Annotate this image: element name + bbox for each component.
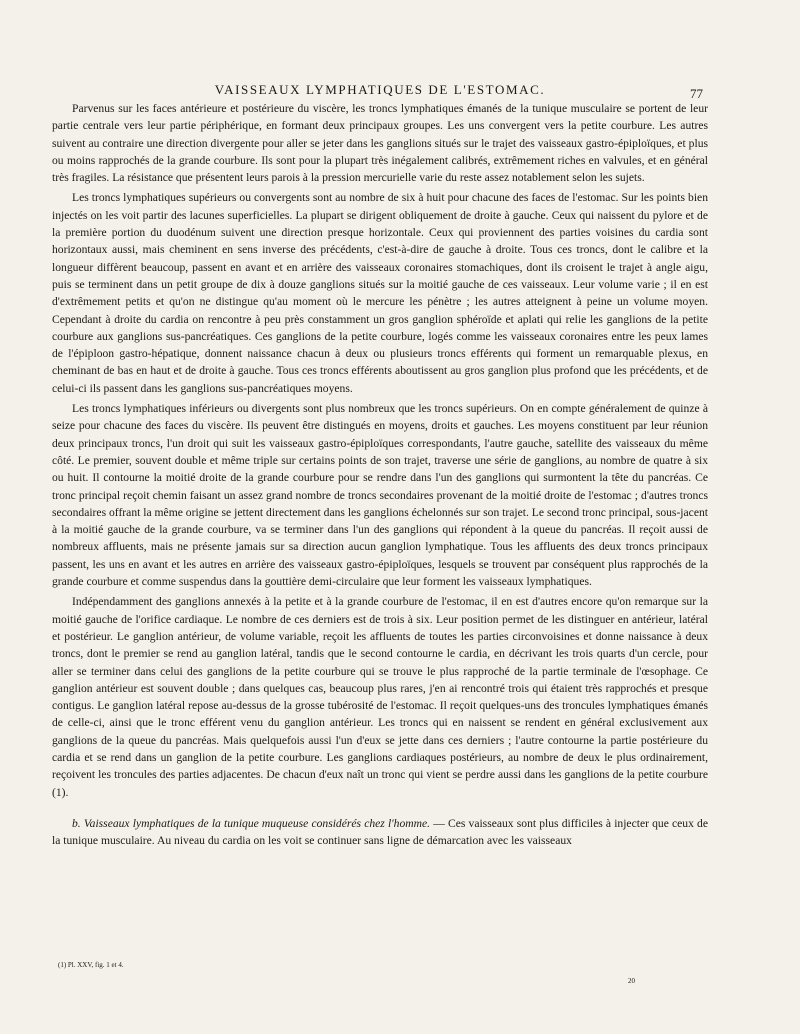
footnote: (1) Pl. XXV, fig. 1 et 4. [58, 961, 124, 969]
paragraph: Les troncs lymphatiques inférieurs ou divergents sont plus nombreux que les troncs supérieurs. On en compte généralement de quinze à seize pour chacune des faces du viscère. Ils peuvent être distingués en moyens, droits et gauches. Les moyens constituent par leur réunion deux principaux troncs, l'un droit qui suit les vaisseaux gastro-épiploïques correspondants, l'autre gauche, satellite des vaisseaux du même côté. Le premier, souvent double et même triple sur certains points de son trajet, traverse une série de ganglions, au nombre de quatre à six ou huit. Il contourne la moitié droite de la grande courbure pour se rendre dans l'un des ganglions qui surmontent la tête du pancréas. Ce tronc principal reçoit chemin faisant un assez grand nombre de troncs secondaires provenant de la moitié droite de l'estomac ; d'autres troncs secondaires offrant la même origine se jettent directement dans les ganglions échelonnés sur son trajet. Le second tronc principal, sous-jacent à la moitié gauche de la grande courbure, va se terminer dans l'un des ganglions qui répondent à la queue du pancréas. Il reçoit aussi de nombreux affluents, mais ne présente jamais sur sa direction aucun ganglion lymphatique. Tous les affluents des deux troncs principaux passent, les uns en avant et les autres en arrière des vaisseaux gastro-épiploïques, lesquels se trouvent par conséquent plus rapprochés de la grande courbure et comme suspendus dans la gouttière demi-circulaire que leur forment les vaisseaux lymphatiques. [52, 402, 708, 589]
body-text [52, 100, 708, 852]
running-head: VAISSEAUX LYMPHATIQUES DE L'ESTOMAC. [214, 82, 546, 97]
subsection-paragraph [52, 815, 708, 850]
paragraph: Indépendamment des ganglions annexés à la petite et à la grande courbure de l'estomac, il en est d'autres encore qu'on remarque sur la moitié gauche de l'orifice cardiaque. Le nombre de ces derniers est de trois à six. Leur position permet de les distinguer en antérieur, latéral et postérieur. Le ganglion antérieur, de volume variable, reçoit les affluents de toutes les parties circonvoisines et donne naissance à deux troncs, dont le premier se rend au ganglion latéral, tandis que le second contourne le cardia, en décrivant les trois quarts d'un cercle, pour aller se terminer dans celui des ganglions de la petite courbure qui se trouve le plus rapproché de la partie terminale de l'œsophage. Ce ganglion antérieur est souvent double ; dans quelques cas, beaucoup plus rares, j'en ai rencontré trois qui étaient très rapprochés et presque contigus. Le ganglion latéral repose au-dessus de la grosse tubérosité de l'estomac. Il reçoit quelques-uns des troncules lymphatiques émanés de celle-ci, ainsi que le tronc efférent venu du ganglion antérieur. Les troncs qui en naissent se rendent en général exclusivement aux ganglions de la queue du pancréas. Mais quelquefois aussi l'un d'eux se jette dans ces derniers ; l'autre contourne la partie postérieure du cardia et se rend dans un ganglion de la petite courbure. Les ganglions cardiaques postérieurs, au nombre de deux le plus ordinairement, reçoivent les troncules des parties adjacentes. De chacun d'eux naît un tronc qui vient se perdre aussi dans les ganglions de la petite courbure (1). [52, 595, 708, 799]
signature-mark: 20 [628, 977, 635, 985]
subsection-text: — Ces vaisseaux sont plus difficiles à injecter que ceux de la tunique musculaire. Au niveau du cardia on les voit se continuer sans ligne de démarcation avec les vaisseaux [52, 816, 708, 848]
paragraph: Parvenus sur les faces antérieure et postérieure du viscère, les troncs lymphatiques émanés de la tunique musculaire se portent de leur partie centrale vers leur partie périphérique, en formant deux principaux groupes. Les uns convergent vers la petite courbure. Les autres suivent au contraire une direction divergente pour aller se jeter dans les ganglions situés sur le trajet des vaisseaux gastro-épiploïques, et plus ou moins rapprochés de la grande courbure. Ils sont pour la plupart très inégalement calibrés, extrêmement riches en valvules, et en général très fragiles. La résistance que présentent leurs parois à la pression mercurielle varie du reste assez notablement selon les sujets. [52, 102, 708, 185]
subsection-heading: b. Vaisseaux lymphatiques de la tunique muqueuse considérés chez l'homme. [72, 816, 431, 830]
page-number: 77 [690, 86, 703, 101]
paragraph: Les troncs lymphatiques supérieurs ou convergents sont au nombre de six à huit pour chacune des faces de l'estomac. Sur les points bien injectés on les voit partir des lacunes superficielles. La plupart se dirigent obliquement de droite à gauche. Ceux qui naissent du pylore et de la première portion du duodénum suivent une direction presque horizontale. Ceux qui proviennent des parties voisines du cardia sont horizontaux aussi, mais cheminent en sens inverse des précédents, c'est-à-dire de gauche à droite. Tous ces troncs, dont le calibre et la longueur diffèrent beaucoup, passent en avant et en arrière des vaisseaux coronaires stomachiques, dont ils croisent le trajet à angle aigu, puis se terminent dans un petit groupe de dix à douze ganglions situés sur la moitié gauche de ces vaisseaux. Leur volume varie ; il en est d'extrêmement petits et qu'on ne distingue qu'au moment où le mercure les pénètre ; les autres atteignent à peine un volume moyen. Cependant à droite du cardia on rencontre à peu près constamment un gros ganglion sphéroïde et aplati qui relie les ganglions de la petite courbure aux ganglions sus-pancréatiques. Ces ganglions de la petite courbure, logés comme les vaisseaux coronaires entre les peux lames de l'épiploon gastro-hépatique, donnent naissance chacun à deux ou plusieurs troncs efférents qui forment un remarquable plexus, en cheminant de bas en haut et de droite à gauche. Tous ces troncs efférents aboutissent au gros ganglion plus profond que les précédents, et de celui-ci ils passent dans les ganglions sus-pancréatiques moyens. [52, 191, 708, 395]
